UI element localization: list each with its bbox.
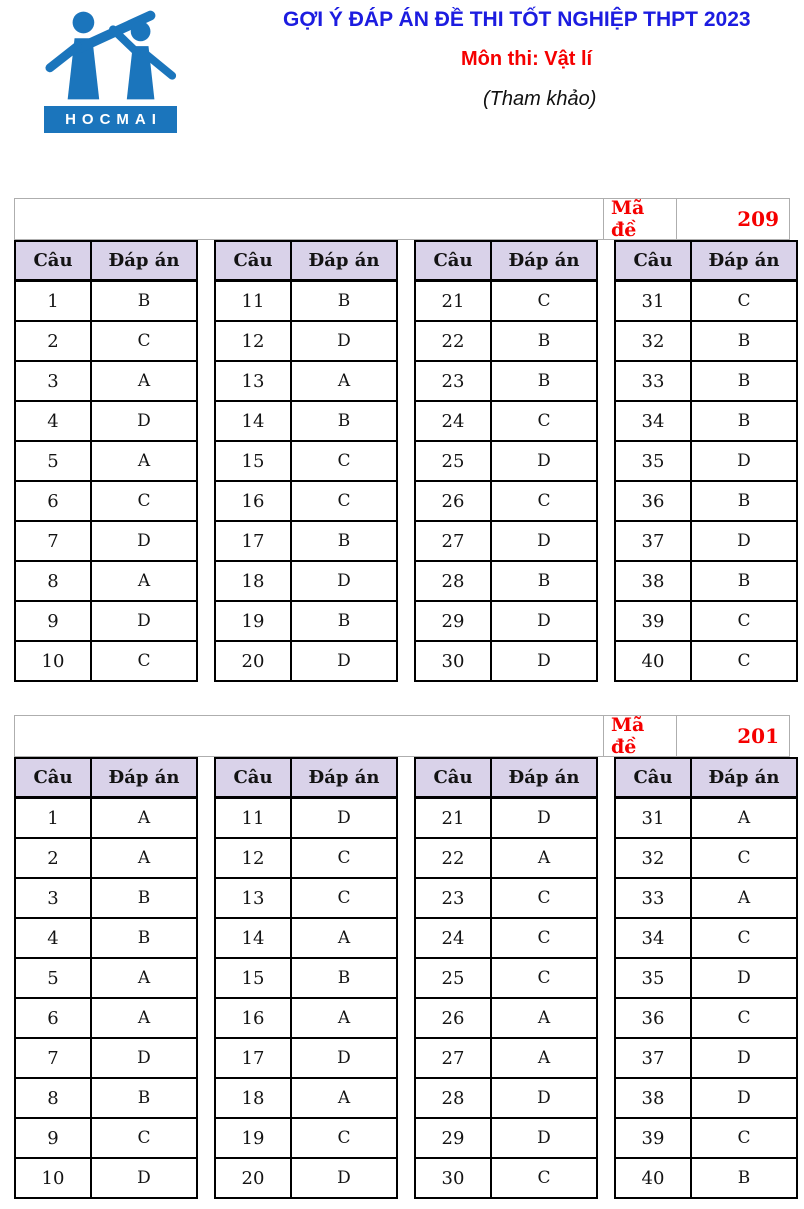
question-number-cell: 11 bbox=[215, 798, 291, 839]
answer-value-cell: A bbox=[91, 361, 197, 401]
answer-value-cell: A bbox=[491, 998, 597, 1038]
answer-group-table bbox=[614, 240, 798, 682]
question-number-cell: 15 bbox=[215, 441, 291, 481]
answer-value-cell: D bbox=[691, 958, 797, 998]
answer-row bbox=[215, 441, 397, 481]
group-header-row bbox=[415, 241, 597, 281]
answer-value-cell: C bbox=[291, 878, 397, 918]
answer-row bbox=[415, 481, 597, 521]
question-number-cell: 31 bbox=[615, 798, 691, 839]
answer-value-cell: A bbox=[691, 798, 797, 839]
question-number-cell: 38 bbox=[615, 1078, 691, 1118]
answer-row bbox=[215, 918, 397, 958]
answer-row bbox=[15, 998, 197, 1038]
answer-value-cell: C bbox=[491, 958, 597, 998]
question-number-cell: 37 bbox=[615, 521, 691, 561]
question-number-cell: 8 bbox=[15, 1078, 91, 1118]
answer-row bbox=[15, 401, 197, 441]
question-number-cell: 13 bbox=[215, 878, 291, 918]
question-number-cell: 40 bbox=[615, 641, 691, 681]
answer-value-cell: D bbox=[691, 441, 797, 481]
answer-row bbox=[215, 521, 397, 561]
answer-group-table bbox=[414, 757, 598, 1199]
answer-value-cell: D bbox=[91, 1038, 197, 1078]
question-number-cell: 21 bbox=[415, 281, 491, 322]
question-number-cell: 18 bbox=[215, 561, 291, 601]
answer-row bbox=[215, 878, 397, 918]
answer-table-209 bbox=[14, 198, 790, 682]
answer-row bbox=[15, 1038, 197, 1078]
subject-line: Môn thi: Vật lí bbox=[461, 48, 593, 70]
answer-value-cell: C bbox=[491, 878, 597, 918]
group-header-row bbox=[215, 758, 397, 798]
answer-row bbox=[415, 641, 597, 681]
question-number-cell: 36 bbox=[615, 481, 691, 521]
answer-column-groups bbox=[14, 757, 790, 1199]
answer-row bbox=[615, 838, 797, 878]
question-column-header: Câu bbox=[15, 758, 91, 798]
question-number-cell: 6 bbox=[15, 481, 91, 521]
answer-column-header: Đáp án bbox=[691, 241, 797, 281]
answer-value-cell: C bbox=[491, 481, 597, 521]
answer-value-cell: D bbox=[291, 1158, 397, 1198]
answer-row bbox=[215, 561, 397, 601]
answer-value-cell: D bbox=[691, 1038, 797, 1078]
question-number-cell: 26 bbox=[415, 998, 491, 1038]
answer-value-cell: C bbox=[691, 601, 797, 641]
answer-row bbox=[415, 1078, 597, 1118]
question-column-header: Câu bbox=[415, 758, 491, 798]
answer-value-cell: D bbox=[491, 601, 597, 641]
answer-row bbox=[215, 481, 397, 521]
question-number-cell: 11 bbox=[215, 281, 291, 322]
answer-value-cell: C bbox=[91, 641, 197, 681]
answer-value-cell: A bbox=[491, 1038, 597, 1078]
answer-row bbox=[615, 1038, 797, 1078]
question-number-cell: 32 bbox=[615, 321, 691, 361]
answer-row bbox=[615, 361, 797, 401]
question-number-cell: 35 bbox=[615, 958, 691, 998]
answer-row bbox=[15, 601, 197, 641]
exam-code-row bbox=[14, 715, 790, 757]
question-number-cell: 2 bbox=[15, 838, 91, 878]
answer-value-cell: C bbox=[291, 481, 397, 521]
question-number-cell: 26 bbox=[415, 481, 491, 521]
question-number-cell: 12 bbox=[215, 838, 291, 878]
question-number-cell: 3 bbox=[15, 878, 91, 918]
question-number-cell: 33 bbox=[615, 878, 691, 918]
answer-value-cell: D bbox=[491, 521, 597, 561]
answer-value-cell: C bbox=[691, 838, 797, 878]
question-number-cell: 1 bbox=[15, 281, 91, 322]
answer-value-cell: D bbox=[291, 1038, 397, 1078]
answer-row bbox=[415, 798, 597, 839]
answer-table-201 bbox=[14, 715, 790, 1199]
answer-row bbox=[215, 601, 397, 641]
answer-row bbox=[215, 361, 397, 401]
question-number-cell: 13 bbox=[215, 361, 291, 401]
question-number-cell: 22 bbox=[415, 321, 491, 361]
answer-value-cell: A bbox=[291, 998, 397, 1038]
answer-value-cell: C bbox=[91, 1118, 197, 1158]
answer-row bbox=[15, 321, 197, 361]
question-number-cell: 34 bbox=[615, 918, 691, 958]
question-number-cell: 30 bbox=[415, 1158, 491, 1198]
answer-value-cell: C bbox=[491, 918, 597, 958]
question-number-cell: 4 bbox=[15, 401, 91, 441]
answer-value-cell: C bbox=[491, 1158, 597, 1198]
answer-value-cell: C bbox=[691, 1118, 797, 1158]
answer-value-cell: D bbox=[291, 561, 397, 601]
question-number-cell: 20 bbox=[215, 641, 291, 681]
question-column-header: Câu bbox=[215, 241, 291, 281]
answer-value-cell: B bbox=[691, 321, 797, 361]
answer-row bbox=[215, 1078, 397, 1118]
answer-value-cell: D bbox=[91, 521, 197, 561]
question-number-cell: 33 bbox=[615, 361, 691, 401]
answer-group-table bbox=[214, 757, 398, 1199]
answer-row bbox=[415, 878, 597, 918]
answer-row bbox=[415, 998, 597, 1038]
exam-code-label: Mã đề bbox=[604, 199, 677, 239]
answer-row bbox=[15, 918, 197, 958]
answer-row bbox=[215, 958, 397, 998]
group-header-row bbox=[15, 241, 197, 281]
question-number-cell: 20 bbox=[215, 1158, 291, 1198]
answer-row bbox=[15, 641, 197, 681]
question-number-cell: 17 bbox=[215, 521, 291, 561]
answer-value-cell: A bbox=[91, 561, 197, 601]
question-number-cell: 18 bbox=[215, 1078, 291, 1118]
answer-value-cell: B bbox=[691, 1158, 797, 1198]
page-title: GỢI Ý ĐÁP ÁN ĐỀ THI TỐT NGHIỆP THPT 2023 bbox=[283, 8, 751, 31]
question-number-cell: 15 bbox=[215, 958, 291, 998]
answer-value-cell: B bbox=[691, 561, 797, 601]
answer-value-cell: A bbox=[91, 998, 197, 1038]
answer-row bbox=[615, 918, 797, 958]
question-number-cell: 27 bbox=[415, 521, 491, 561]
question-number-cell: 16 bbox=[215, 998, 291, 1038]
question-number-cell: 25 bbox=[415, 958, 491, 998]
answer-row bbox=[415, 321, 597, 361]
answer-row bbox=[615, 1158, 797, 1198]
answer-row bbox=[615, 958, 797, 998]
answer-group-table bbox=[14, 757, 198, 1199]
answer-column-header: Đáp án bbox=[491, 758, 597, 798]
answer-row bbox=[15, 481, 197, 521]
answer-value-cell: C bbox=[691, 918, 797, 958]
answer-value-cell: C bbox=[91, 321, 197, 361]
answer-column-header: Đáp án bbox=[291, 758, 397, 798]
answer-value-cell: D bbox=[691, 1078, 797, 1118]
answer-row bbox=[215, 1158, 397, 1198]
question-number-cell: 30 bbox=[415, 641, 491, 681]
answer-row bbox=[615, 998, 797, 1038]
answer-group-table bbox=[614, 757, 798, 1199]
answer-row bbox=[215, 798, 397, 839]
answer-row bbox=[615, 521, 797, 561]
answer-row bbox=[15, 1078, 197, 1118]
question-number-cell: 36 bbox=[615, 998, 691, 1038]
answer-row bbox=[615, 441, 797, 481]
hocmai-logo-banner bbox=[44, 106, 177, 133]
question-number-cell: 8 bbox=[15, 561, 91, 601]
answer-row bbox=[15, 838, 197, 878]
answer-group-table bbox=[14, 240, 198, 682]
question-column-header: Câu bbox=[215, 758, 291, 798]
answer-value-cell: D bbox=[491, 1078, 597, 1118]
group-header-row bbox=[615, 241, 797, 281]
answer-value-cell: D bbox=[491, 441, 597, 481]
answer-value-cell: C bbox=[491, 281, 597, 322]
question-number-cell: 6 bbox=[15, 998, 91, 1038]
answer-row bbox=[415, 918, 597, 958]
question-number-cell: 24 bbox=[415, 401, 491, 441]
question-number-cell: 21 bbox=[415, 798, 491, 839]
answer-row bbox=[15, 441, 197, 481]
answer-value-cell: B bbox=[291, 281, 397, 322]
answer-row bbox=[615, 561, 797, 601]
answer-row bbox=[615, 1078, 797, 1118]
answer-row bbox=[615, 401, 797, 441]
answer-row bbox=[615, 481, 797, 521]
answer-row bbox=[215, 998, 397, 1038]
question-number-cell: 14 bbox=[215, 918, 291, 958]
question-number-cell: 32 bbox=[615, 838, 691, 878]
answer-value-cell: B bbox=[291, 601, 397, 641]
answer-row bbox=[215, 281, 397, 322]
answer-row bbox=[15, 1158, 197, 1198]
answer-row bbox=[215, 1118, 397, 1158]
answer-value-cell: B bbox=[491, 361, 597, 401]
question-number-cell: 5 bbox=[15, 958, 91, 998]
question-number-cell: 28 bbox=[415, 561, 491, 601]
answer-row bbox=[15, 281, 197, 322]
question-number-cell: 29 bbox=[415, 1118, 491, 1158]
answer-group-table bbox=[414, 240, 598, 682]
answer-value-cell: D bbox=[91, 601, 197, 641]
answer-column-header: Đáp án bbox=[291, 241, 397, 281]
question-number-cell: 40 bbox=[615, 1158, 691, 1198]
answer-row bbox=[415, 1158, 597, 1198]
answer-value-cell: D bbox=[491, 641, 597, 681]
answer-value-cell: A bbox=[91, 958, 197, 998]
answer-value-cell: B bbox=[91, 878, 197, 918]
question-number-cell: 39 bbox=[615, 1118, 691, 1158]
question-number-cell: 29 bbox=[415, 601, 491, 641]
answer-tables-area bbox=[14, 198, 790, 1199]
question-number-cell: 7 bbox=[15, 1038, 91, 1078]
exam-code-spacer bbox=[15, 199, 604, 239]
answer-value-cell: D bbox=[491, 1118, 597, 1158]
group-header-row bbox=[415, 758, 597, 798]
answer-row bbox=[15, 521, 197, 561]
question-number-cell: 31 bbox=[615, 281, 691, 322]
answer-value-cell: A bbox=[291, 918, 397, 958]
answer-value-cell: D bbox=[491, 798, 597, 839]
answer-row bbox=[15, 561, 197, 601]
group-header-row bbox=[615, 758, 797, 798]
answer-row bbox=[415, 1118, 597, 1158]
answer-value-cell: A bbox=[291, 361, 397, 401]
answer-row bbox=[215, 401, 397, 441]
question-number-cell: 3 bbox=[15, 361, 91, 401]
question-number-cell: 7 bbox=[15, 521, 91, 561]
answer-row bbox=[215, 641, 397, 681]
answer-value-cell: B bbox=[291, 958, 397, 998]
answer-value-cell: D bbox=[291, 798, 397, 839]
answer-value-cell: B bbox=[91, 281, 197, 322]
answer-value-cell: B bbox=[691, 361, 797, 401]
answer-value-cell: B bbox=[91, 918, 197, 958]
answer-value-cell: C bbox=[91, 481, 197, 521]
group-header-row bbox=[215, 241, 397, 281]
answer-value-cell: A bbox=[491, 838, 597, 878]
answer-row bbox=[615, 798, 797, 839]
question-number-cell: 38 bbox=[615, 561, 691, 601]
answer-row bbox=[415, 361, 597, 401]
question-number-cell: 9 bbox=[15, 601, 91, 641]
answer-value-cell: A bbox=[91, 838, 197, 878]
question-number-cell: 14 bbox=[215, 401, 291, 441]
answer-value-cell: C bbox=[691, 998, 797, 1038]
question-number-cell: 16 bbox=[215, 481, 291, 521]
question-column-header: Câu bbox=[615, 241, 691, 281]
hocmai-logo bbox=[44, 8, 182, 133]
answer-row bbox=[415, 441, 597, 481]
answer-group-table bbox=[214, 240, 398, 682]
answer-value-cell: B bbox=[291, 521, 397, 561]
answer-column-header: Đáp án bbox=[491, 241, 597, 281]
answer-column-groups bbox=[14, 240, 790, 682]
answer-value-cell: D bbox=[91, 401, 197, 441]
answer-row bbox=[15, 361, 197, 401]
answer-value-cell: C bbox=[291, 441, 397, 481]
question-number-cell: 5 bbox=[15, 441, 91, 481]
question-number-cell: 25 bbox=[415, 441, 491, 481]
question-number-cell: 17 bbox=[215, 1038, 291, 1078]
answer-value-cell: C bbox=[291, 838, 397, 878]
question-column-header: Câu bbox=[15, 241, 91, 281]
answer-row bbox=[15, 798, 197, 839]
answer-value-cell: A bbox=[91, 441, 197, 481]
answer-column-header: Đáp án bbox=[691, 758, 797, 798]
question-number-cell: 27 bbox=[415, 1038, 491, 1078]
answer-row bbox=[615, 281, 797, 322]
question-number-cell: 4 bbox=[15, 918, 91, 958]
answer-row bbox=[615, 1118, 797, 1158]
group-header-row bbox=[15, 758, 197, 798]
answer-row bbox=[415, 281, 597, 322]
exam-code-label: Mã đề bbox=[604, 716, 677, 756]
answer-row bbox=[415, 601, 597, 641]
answer-row bbox=[15, 1118, 197, 1158]
answer-column-header: Đáp án bbox=[91, 758, 197, 798]
answer-value-cell: C bbox=[491, 401, 597, 441]
question-number-cell: 10 bbox=[15, 641, 91, 681]
question-number-cell: 28 bbox=[415, 1078, 491, 1118]
answer-row bbox=[415, 1038, 597, 1078]
question-number-cell: 37 bbox=[615, 1038, 691, 1078]
answer-value-cell: A bbox=[291, 1078, 397, 1118]
answer-row bbox=[615, 641, 797, 681]
answer-value-cell: B bbox=[91, 1078, 197, 1118]
answer-value-cell: D bbox=[691, 521, 797, 561]
question-number-cell: 39 bbox=[615, 601, 691, 641]
answer-value-cell: D bbox=[291, 321, 397, 361]
answer-value-cell: C bbox=[691, 641, 797, 681]
answer-row bbox=[15, 878, 197, 918]
answer-value-cell: B bbox=[291, 401, 397, 441]
hocmai-logo-text: HOCMAI bbox=[65, 111, 162, 128]
question-column-header: Câu bbox=[615, 758, 691, 798]
question-number-cell: 34 bbox=[615, 401, 691, 441]
answer-value-cell: D bbox=[291, 641, 397, 681]
answer-row bbox=[615, 321, 797, 361]
exam-code-value: 201 bbox=[737, 724, 779, 748]
answer-row bbox=[15, 958, 197, 998]
exam-code-spacer bbox=[15, 716, 604, 756]
question-number-cell: 12 bbox=[215, 321, 291, 361]
question-number-cell: 19 bbox=[215, 1118, 291, 1158]
question-number-cell: 10 bbox=[15, 1158, 91, 1198]
answer-value-cell: B bbox=[691, 401, 797, 441]
answer-column-header: Đáp án bbox=[91, 241, 197, 281]
answer-row bbox=[615, 878, 797, 918]
answer-value-cell: C bbox=[291, 1118, 397, 1158]
answer-value-cell: B bbox=[491, 321, 597, 361]
question-number-cell: 35 bbox=[615, 441, 691, 481]
answer-value-cell: B bbox=[491, 561, 597, 601]
exam-code-row bbox=[14, 198, 790, 240]
question-number-cell: 9 bbox=[15, 1118, 91, 1158]
question-number-cell: 23 bbox=[415, 878, 491, 918]
answer-row bbox=[415, 958, 597, 998]
answer-row bbox=[215, 1038, 397, 1078]
answer-row bbox=[415, 838, 597, 878]
answer-value-cell: C bbox=[691, 281, 797, 322]
answer-value-cell: A bbox=[691, 878, 797, 918]
question-number-cell: 1 bbox=[15, 798, 91, 839]
question-number-cell: 24 bbox=[415, 918, 491, 958]
answer-row bbox=[415, 521, 597, 561]
answer-row bbox=[415, 561, 597, 601]
answer-value-cell: A bbox=[91, 798, 197, 839]
question-number-cell: 2 bbox=[15, 321, 91, 361]
question-number-cell: 22 bbox=[415, 838, 491, 878]
exam-code-value: 209 bbox=[737, 207, 779, 231]
answer-value-cell: D bbox=[91, 1158, 197, 1198]
question-number-cell: 19 bbox=[215, 601, 291, 641]
answer-row bbox=[215, 321, 397, 361]
reference-note: (Tham khảo) bbox=[483, 88, 597, 110]
answer-row bbox=[615, 601, 797, 641]
hocmai-logo-figures-icon bbox=[44, 8, 182, 103]
answer-row bbox=[415, 401, 597, 441]
answer-value-cell: B bbox=[691, 481, 797, 521]
question-column-header: Câu bbox=[415, 241, 491, 281]
question-number-cell: 23 bbox=[415, 361, 491, 401]
answer-row bbox=[215, 838, 397, 878]
